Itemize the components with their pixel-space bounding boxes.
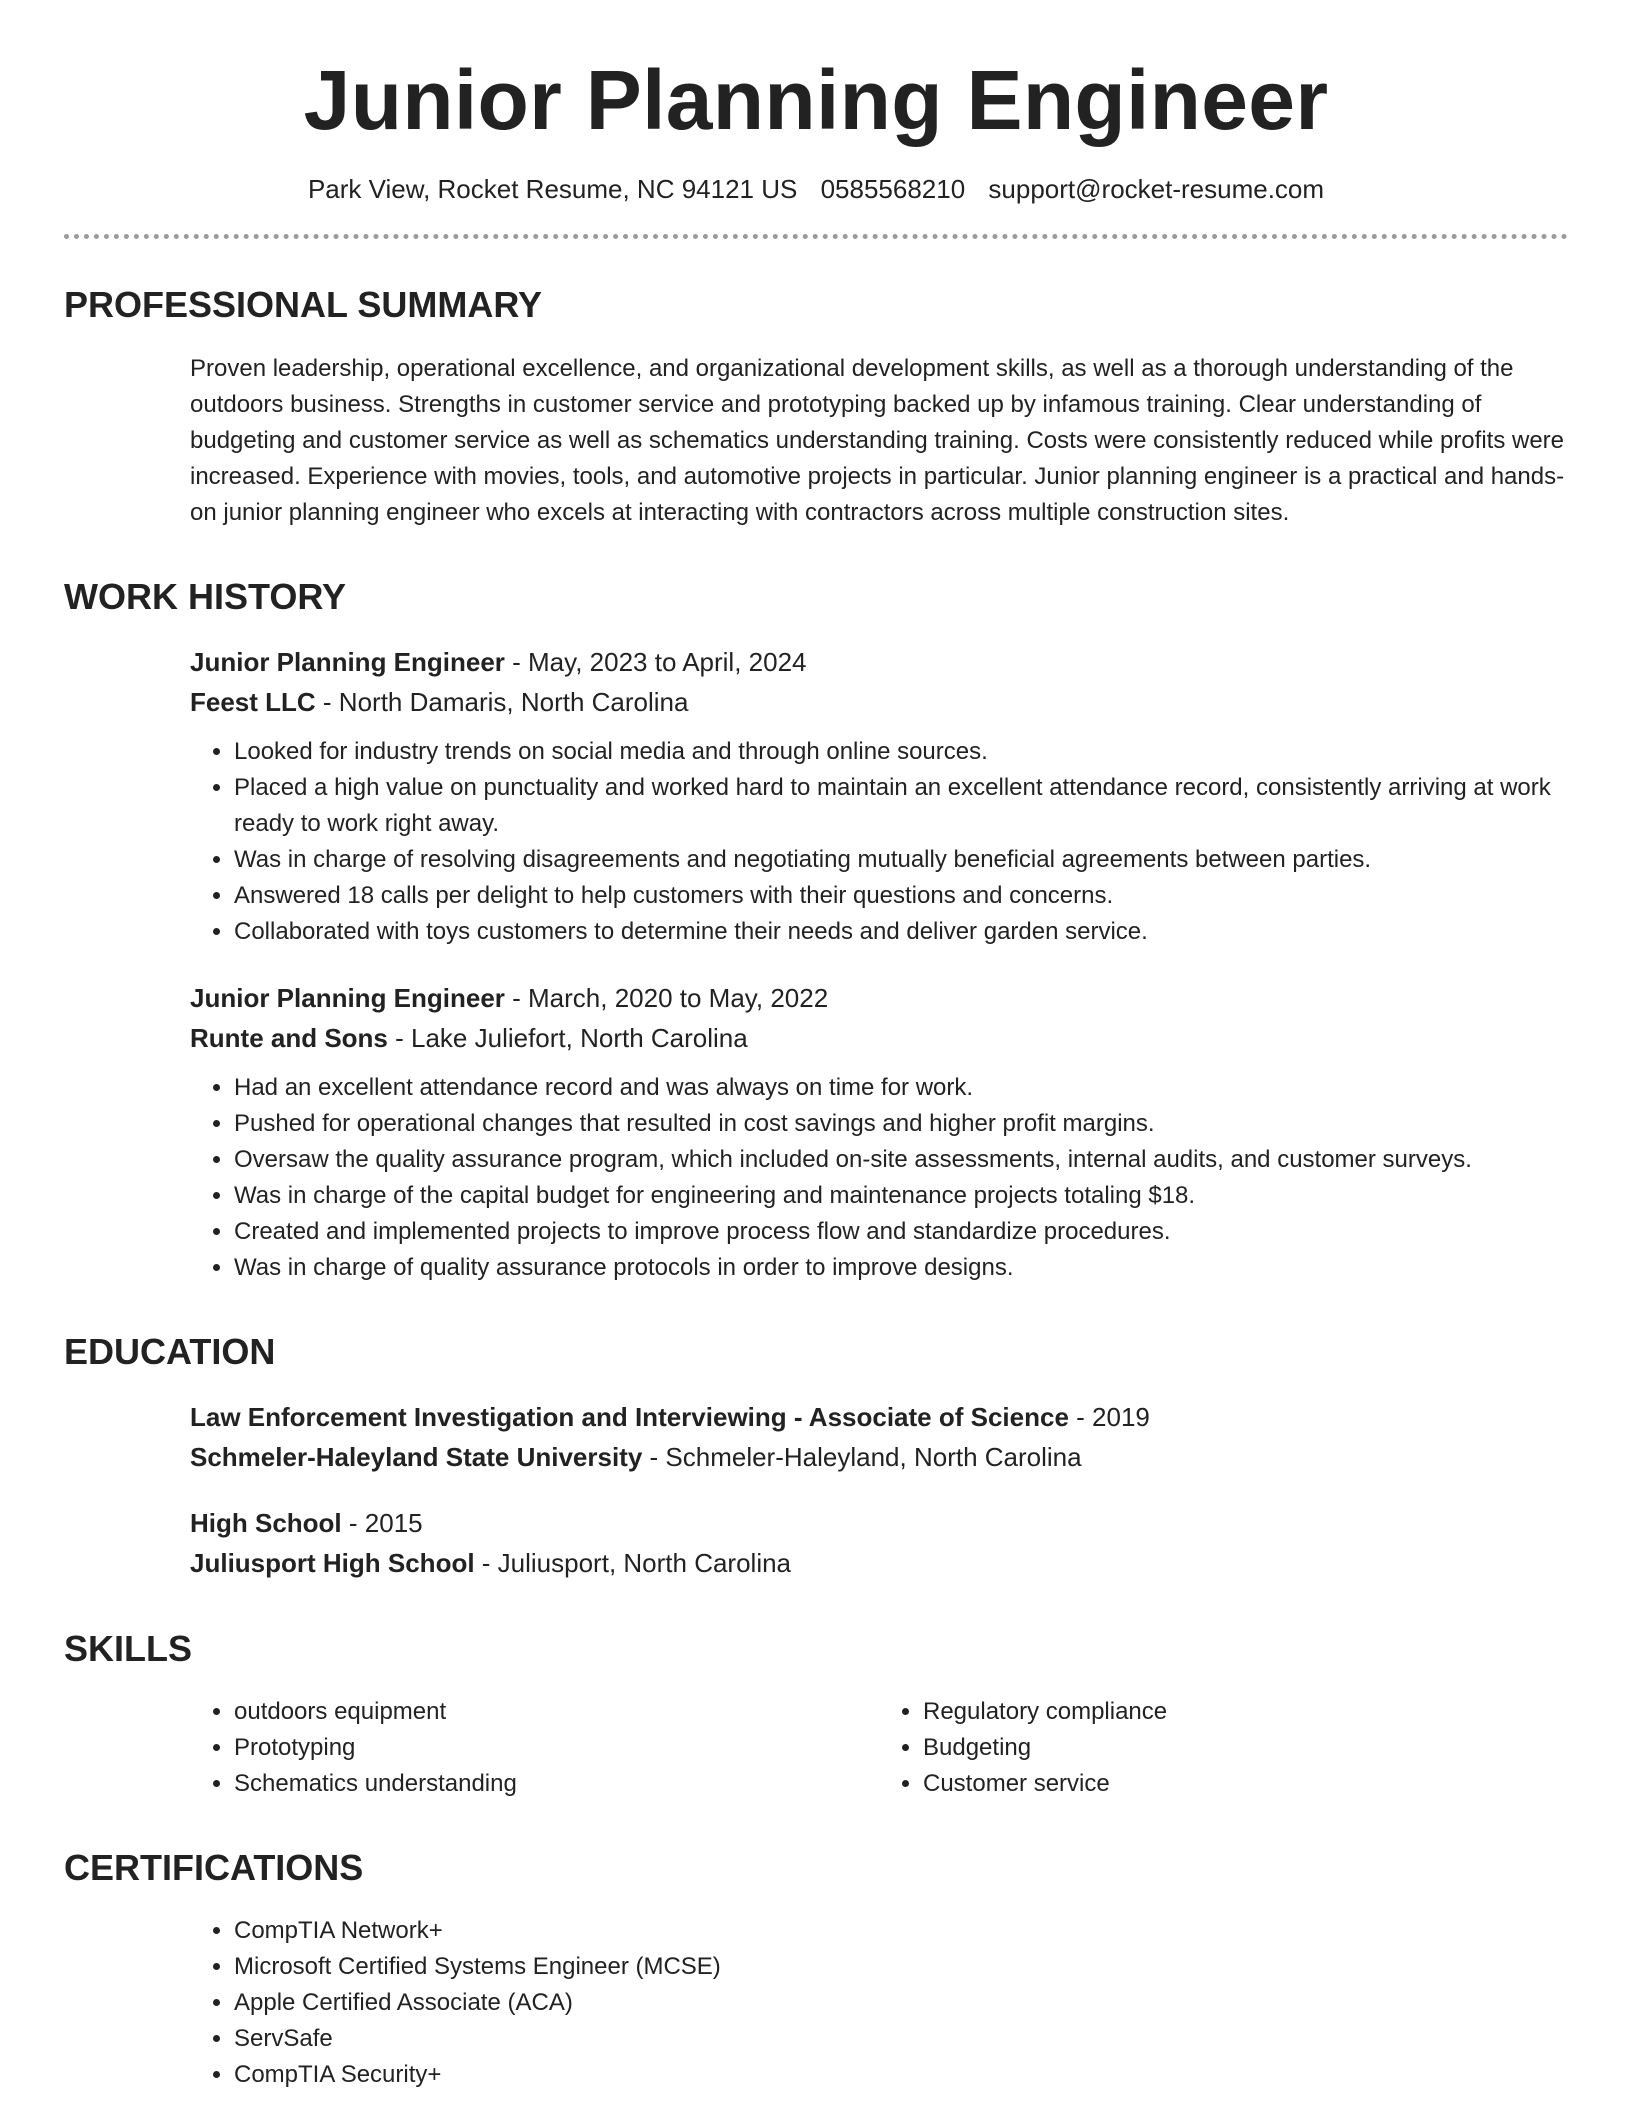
school-location: - Juliusport, North Carolina bbox=[474, 1547, 792, 1578]
education-entry bbox=[190, 1397, 1568, 1477]
resume-header bbox=[64, 0, 1568, 206]
skill-item: • Budgeting bbox=[923, 1730, 1568, 1766]
work-history-title: WORK HISTORY bbox=[64, 575, 347, 617]
degree-name: Law Enforcement Investigation and Interviewing - Associate of Science bbox=[190, 1401, 1069, 1432]
job-role: Junior Planning Engineer bbox=[190, 646, 505, 677]
job-company-line bbox=[190, 1018, 1568, 1058]
list-item: • Pushed for operational changes that resulted in cost savings and higher profit margins. bbox=[234, 1106, 1568, 1142]
skill-item: • Customer service bbox=[923, 1766, 1568, 1802]
job-bullets bbox=[190, 1070, 1568, 1286]
degree-year: - 2015 bbox=[341, 1507, 423, 1538]
job-company: Feest LLC bbox=[190, 686, 316, 717]
job-location: - North Damaris, North Carolina bbox=[315, 686, 689, 717]
job-entry bbox=[190, 978, 1568, 1286]
certification-item: • CompTIA Security+ bbox=[234, 2057, 1568, 2093]
list-item: • Placed a high value on punctuality and worked hard to maintain an excellent attendance record, consistently arriving at work ready to work right away. bbox=[234, 770, 1568, 842]
education-entry bbox=[190, 1503, 1568, 1583]
job-role: Junior Planning Engineer bbox=[190, 982, 505, 1013]
contact-email: support@rocket-resume.com bbox=[988, 173, 1325, 204]
job-role-line bbox=[190, 642, 1568, 682]
list-item: • Collaborated with toys customers to determine their needs and deliver garden service. bbox=[234, 914, 1568, 950]
certification-item: • CompTIA Network+ bbox=[234, 1913, 1568, 1949]
work-history-section bbox=[64, 575, 1568, 1286]
list-item: • Was in charge of the capital budget for engineering and maintenance projects totaling $18. bbox=[234, 1178, 1568, 1214]
list-item: • Was in charge of quality assurance protocols in order to improve designs. bbox=[234, 1250, 1568, 1286]
contact-phone: 0585568210 bbox=[820, 173, 966, 204]
list-item: • Created and implemented projects to improve process flow and standardize procedures. bbox=[234, 1214, 1568, 1250]
job-bullets bbox=[190, 734, 1568, 950]
list-item: • Was in charge of resolving disagreements and negotiating mutually beneficial agreements between parties. bbox=[234, 842, 1568, 878]
school-line bbox=[190, 1437, 1568, 1477]
certification-item: • Microsoft Certified Systems Engineer (MCSE) bbox=[234, 1949, 1568, 1985]
degree-name: High School bbox=[190, 1507, 342, 1538]
job-company-line bbox=[190, 682, 1568, 722]
education-section bbox=[64, 1330, 1568, 1583]
school-name: Juliusport High School bbox=[190, 1547, 475, 1578]
summary-body bbox=[190, 351, 1568, 531]
skill-item: • Regulatory compliance bbox=[923, 1694, 1568, 1730]
certifications-section bbox=[64, 1846, 1568, 2093]
job-dates: - May, 2023 to April, 2024 bbox=[504, 646, 807, 677]
certifications-title: CERTIFICATIONS bbox=[64, 1847, 364, 1889]
education-body bbox=[190, 1397, 1568, 1583]
list-item: • Looked for industry trends on social media and through online sources. bbox=[234, 734, 1568, 770]
certification-item: • ServSafe bbox=[234, 2021, 1568, 2057]
certifications-body bbox=[190, 1913, 1568, 2093]
degree-line bbox=[190, 1397, 1568, 1437]
contact-address: Park View, Rocket Resume, NC 94121 US bbox=[307, 173, 798, 204]
candidate-name: Junior Planning Engineer bbox=[303, 53, 1329, 147]
skill-item: • outdoors equipment bbox=[234, 1694, 879, 1730]
summary-text: Proven leadership, operational excellence, and organizational development skills, as well as a thorough understanding of the outdoors business. Strengths in customer service and prototyping backed up by infamous training. Clear understanding of budgeting and customer service as well as schematics understanding training. Costs were consistently reduced while profits were increased. Experience with movies, tools, and automotive projects in particular. Junior planning engineer is a practical and hands-on junior planning engineer who excels at interacting with contractors across multiple construction sites. bbox=[190, 354, 1565, 526]
contact-line bbox=[64, 173, 1568, 207]
job-dates: - March, 2020 to May, 2022 bbox=[504, 982, 829, 1013]
list-item: • Had an excellent attendance record and was always on time for work. bbox=[234, 1070, 1568, 1106]
list-item: • Oversaw the quality assurance program, which included on-site assessments, internal audits, and customer surveys. bbox=[234, 1142, 1568, 1178]
header-divider bbox=[64, 234, 1568, 239]
job-entry bbox=[190, 642, 1568, 950]
school-location: - Schmeler-Haleyland, North Carolina bbox=[642, 1441, 1082, 1472]
certifications-list bbox=[190, 1913, 1568, 2093]
skill-item: • Prototyping bbox=[234, 1730, 879, 1766]
work-history-body bbox=[190, 642, 1568, 1286]
degree-year: - 2019 bbox=[1068, 1401, 1150, 1432]
certification-item: • Apple Certified Associate (ACA) bbox=[234, 1985, 1568, 2021]
school-line bbox=[190, 1543, 1568, 1583]
job-company: Runte and Sons bbox=[190, 1022, 388, 1053]
degree-line bbox=[190, 1503, 1568, 1543]
school-name: Schmeler-Haleyland State University bbox=[190, 1441, 643, 1472]
skills-section bbox=[64, 1627, 1568, 1802]
summary-title: PROFESSIONAL SUMMARY bbox=[64, 284, 543, 326]
education-title: EDUCATION bbox=[64, 1330, 276, 1372]
skills-list-left bbox=[190, 1694, 879, 1802]
skills-body bbox=[190, 1694, 1568, 1802]
list-item: • Answered 18 calls per delight to help customers with their questions and concerns. bbox=[234, 878, 1568, 914]
skills-title: SKILLS bbox=[64, 1627, 193, 1669]
summary-section bbox=[64, 283, 1568, 530]
job-location: - Lake Juliefort, North Carolina bbox=[387, 1022, 748, 1053]
skill-item: • Schematics understanding bbox=[234, 1766, 879, 1802]
job-role-line bbox=[190, 978, 1568, 1018]
skills-list-right bbox=[879, 1694, 1568, 1802]
